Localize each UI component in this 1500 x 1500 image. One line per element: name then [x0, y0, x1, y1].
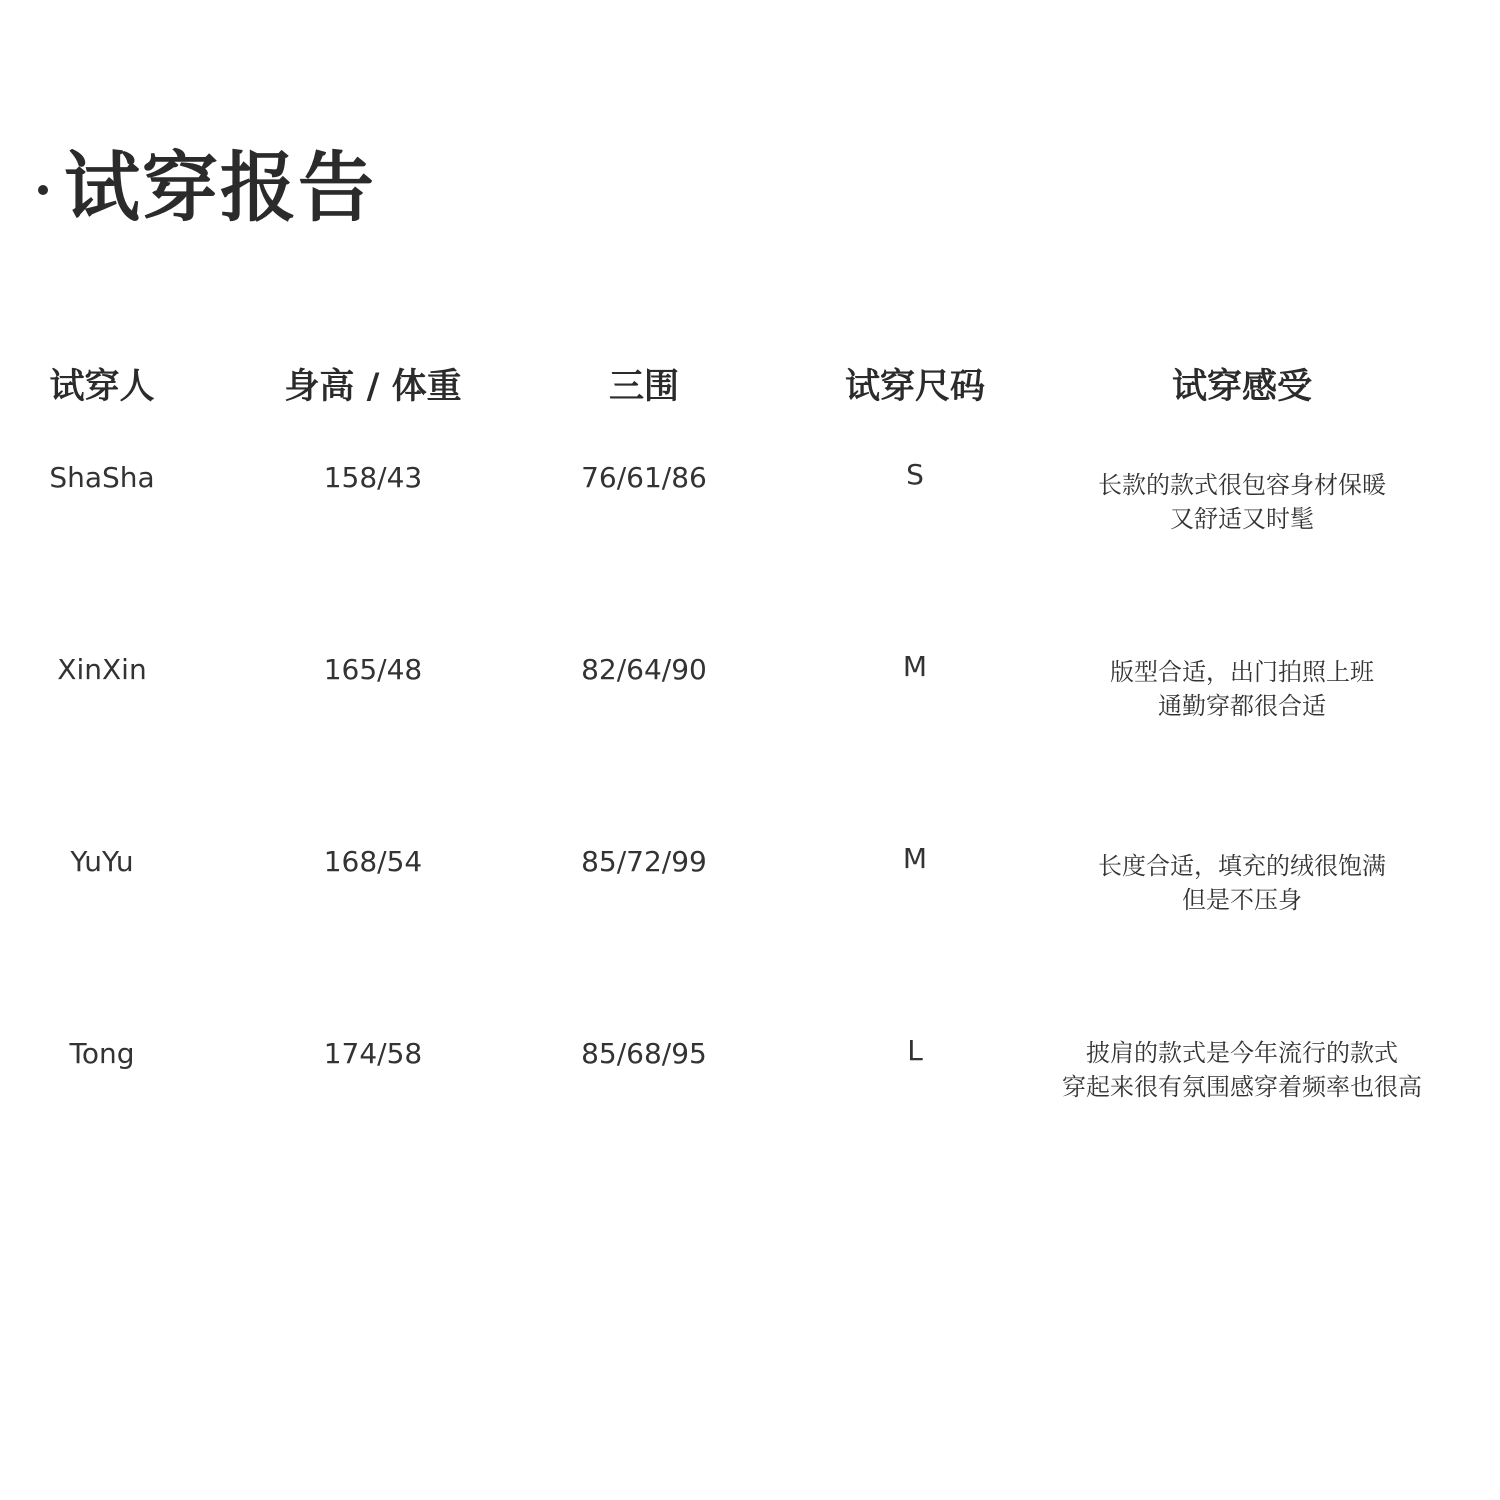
cell-height-weight: 165/48 [323, 653, 423, 686]
header-size: 试穿尺码 [844, 367, 986, 407]
header-height-weight: 身高 / 体重 [284, 367, 462, 407]
cell-feedback [1098, 849, 1386, 917]
page-title: 试穿报告 [64, 142, 376, 232]
cell-person: Tong [69, 1037, 135, 1070]
report-title-block [38, 140, 376, 235]
cell-feedback [1110, 655, 1374, 723]
feedback-line: 版型合适，出门拍照上班 [1110, 658, 1374, 686]
feedback-line: 披肩的款式是今年流行的款式 [1086, 1039, 1398, 1067]
cell-person: XinXin [57, 653, 147, 686]
feedback-line: 但是不压身 [1182, 886, 1302, 914]
cell-size: M [902, 650, 928, 683]
cell-size: L [907, 1034, 923, 1067]
header-person: 试穿人 [49, 367, 155, 407]
feedback-line: 又舒适又时髦 [1170, 505, 1314, 533]
feedback-line: 长款的款式很包容身材保暖 [1098, 471, 1386, 499]
cell-feedback [1062, 1036, 1422, 1104]
bullet-dot-icon [38, 185, 48, 195]
cell-size: M [902, 842, 928, 875]
header-measurements: 三围 [608, 367, 680, 407]
cell-height-weight: 168/54 [323, 845, 423, 878]
header-feedback: 试穿感受 [1171, 367, 1313, 407]
feedback-line: 穿起来很有氛围感穿着频率也很高 [1062, 1073, 1422, 1101]
cell-size: S [906, 458, 924, 491]
cell-height-weight: 158/43 [323, 461, 423, 494]
cell-measurements: 85/68/95 [581, 1037, 707, 1070]
feedback-line: 长度合适，填充的绒很饱满 [1098, 852, 1386, 880]
cell-measurements: 85/72/99 [581, 845, 707, 878]
cell-measurements: 82/64/90 [581, 653, 707, 686]
cell-height-weight: 174/58 [323, 1037, 423, 1070]
cell-measurements: 76/61/86 [581, 461, 707, 494]
cell-person: YuYu [70, 845, 134, 878]
cell-person: ShaSha [49, 461, 155, 494]
feedback-line: 通勤穿都很合适 [1158, 692, 1326, 720]
cell-feedback [1098, 468, 1386, 536]
